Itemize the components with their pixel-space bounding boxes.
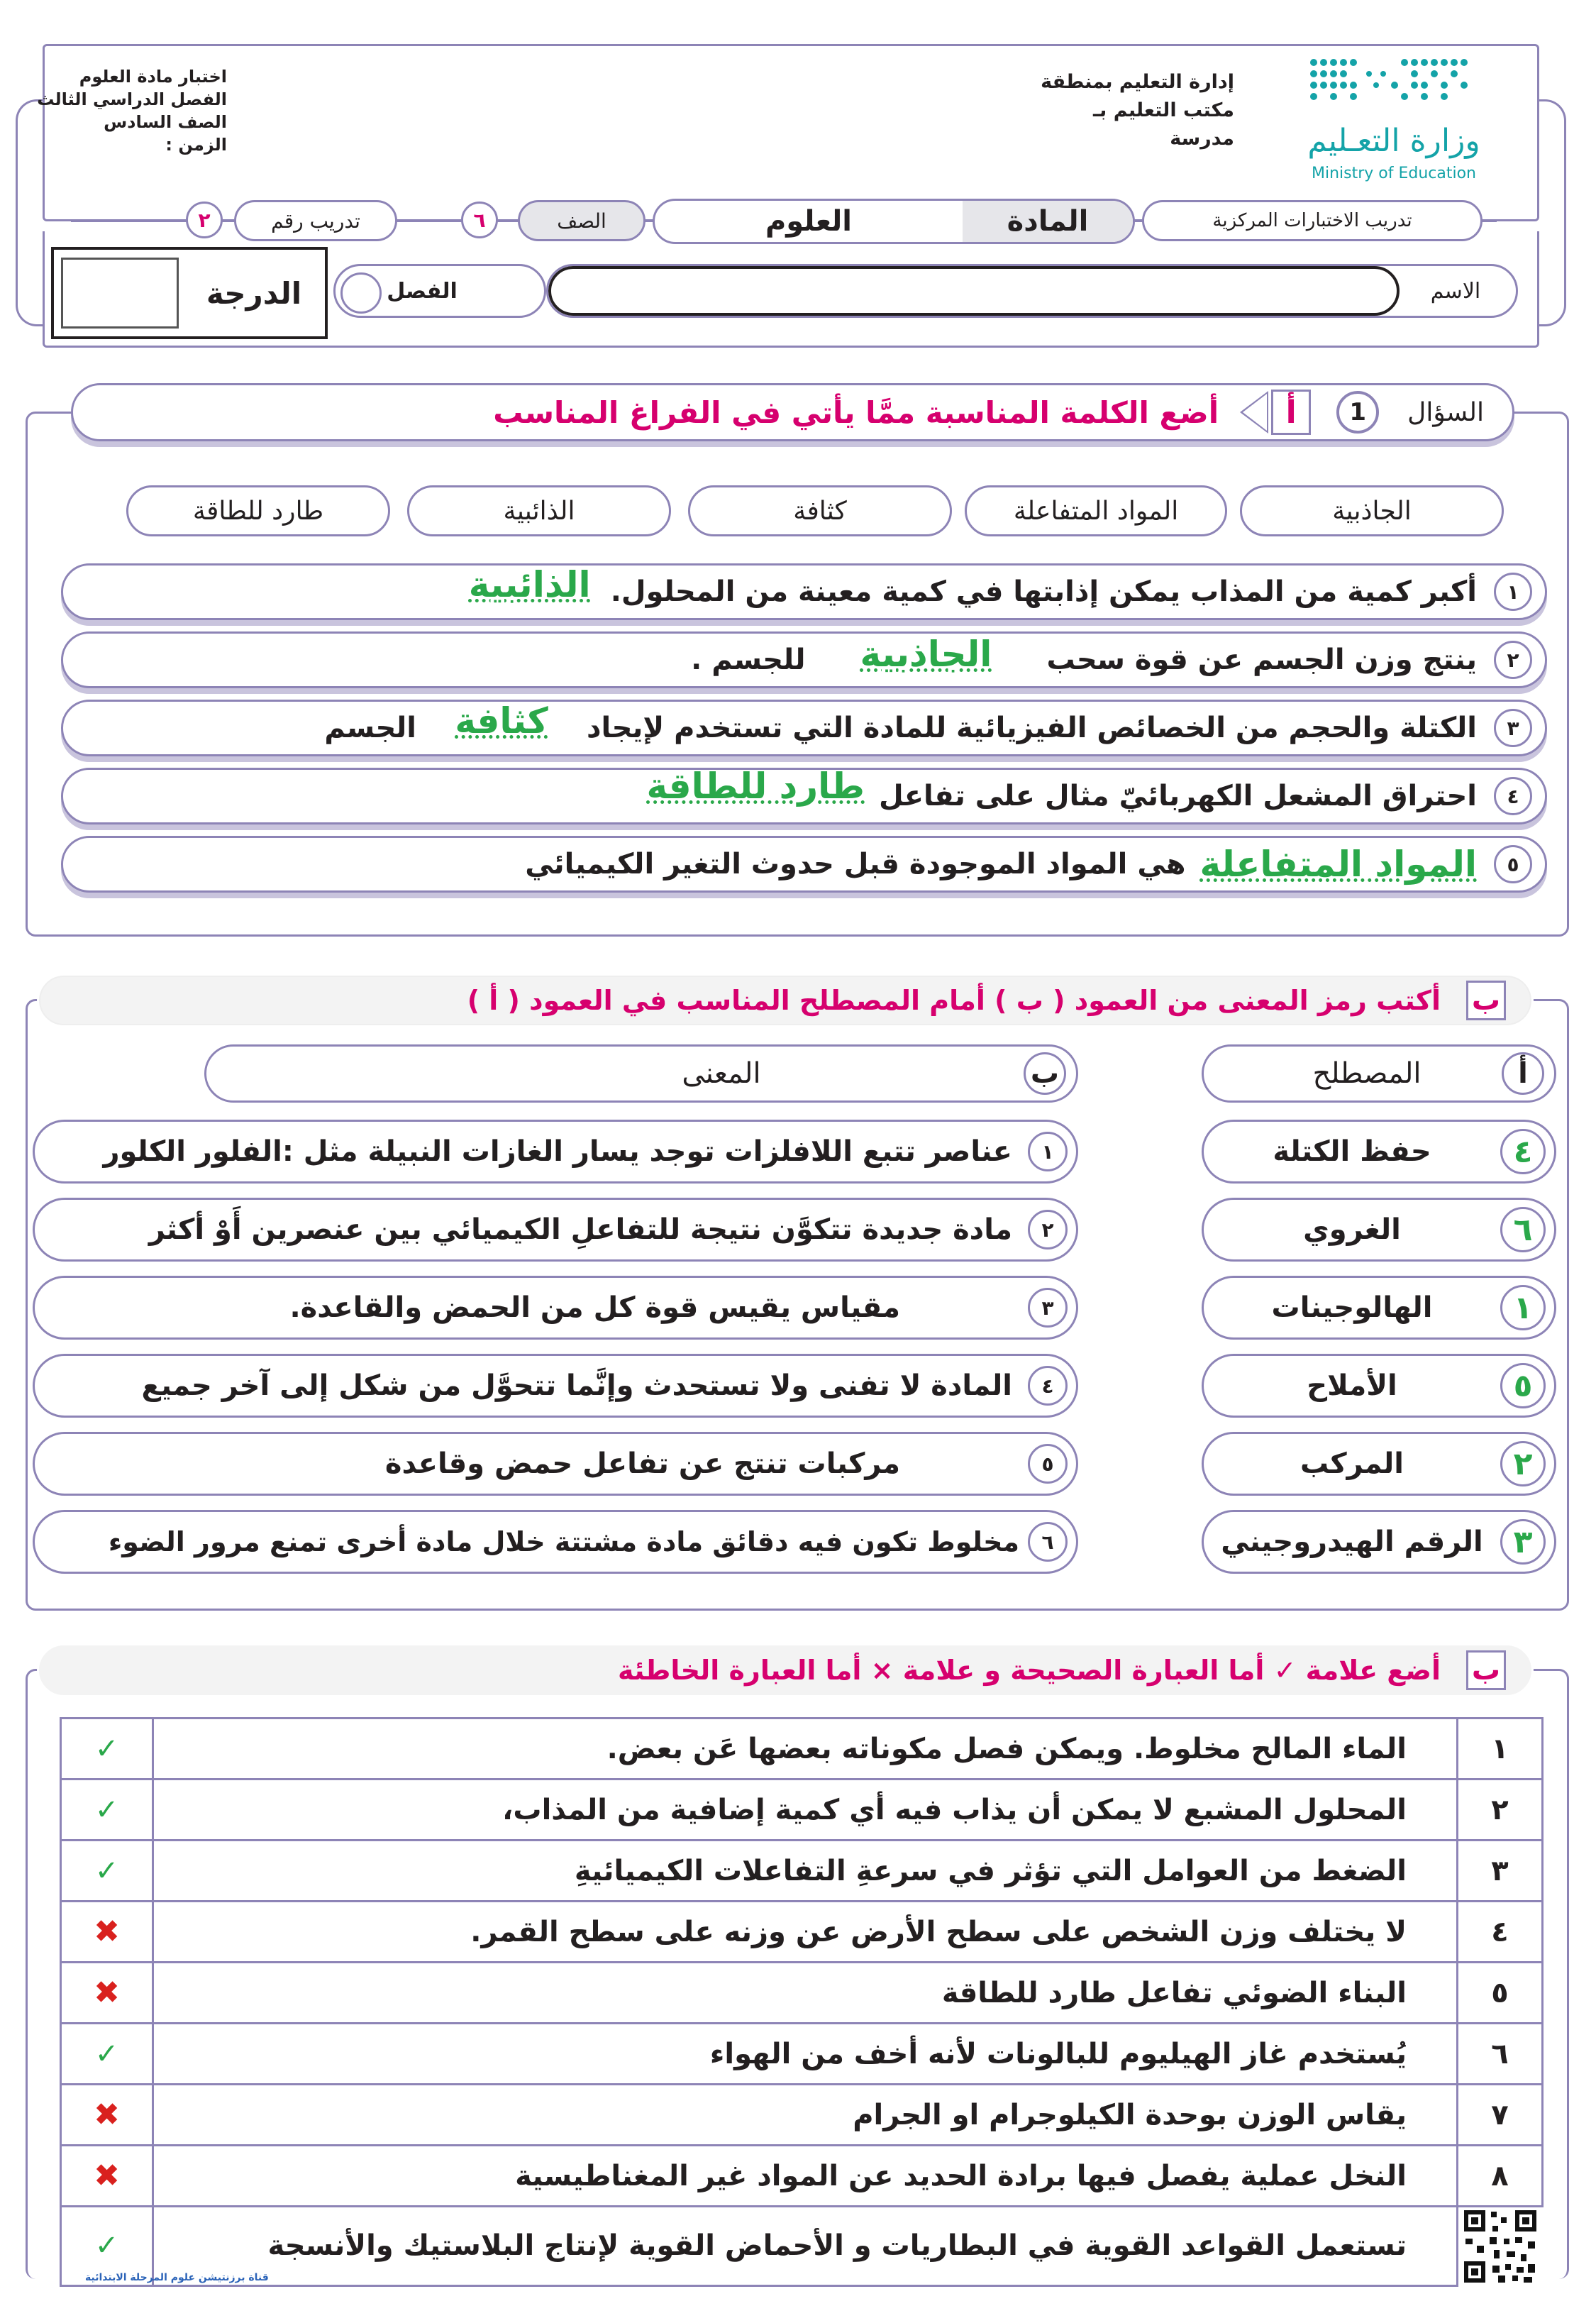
meaning-row-6 xyxy=(33,1510,1078,1574)
ministry-name-ar: وزارة التعـليم xyxy=(1307,123,1480,159)
q1-item-4 xyxy=(61,768,1547,824)
q3-row-9-text: تستعمل القواعد القوية في البطاريات و الأحماض القوية لإنتاج البلاستيك والأنسجة xyxy=(153,2207,1458,2286)
word-bank-4[interactable] xyxy=(407,485,671,536)
q3-row-4-text: لا يختلف وزن الشخص على سطح الأرض عن وزنه على سطح القمر. xyxy=(153,1902,1458,1963)
word-bank-5-label: طارد للطاقة xyxy=(192,496,324,526)
col-b-letter: ب xyxy=(1024,1052,1066,1095)
q1-item-2-num: ٢ xyxy=(1494,641,1532,679)
col-b-label: المعنى xyxy=(682,1057,761,1090)
meaning-row-5 xyxy=(33,1432,1078,1496)
class-field[interactable] xyxy=(340,272,382,314)
region-line-3: مدرسة xyxy=(1170,128,1234,150)
q3-row-3-mark[interactable]: ✓ xyxy=(61,1841,153,1902)
region-line-2: مكتب التعليم بـ xyxy=(1092,99,1234,121)
grade-label: الصف xyxy=(557,209,606,233)
q1-item-4-num: ٤ xyxy=(1494,777,1532,815)
footer-channel: قناة برزنتيشن علوم المرحلة الابتدائية xyxy=(85,2272,269,2283)
q3-row-5-num: ٥ xyxy=(1458,1963,1543,2024)
meaning-2-num: ٢ xyxy=(1028,1210,1068,1249)
header-bracket-right xyxy=(1538,99,1566,326)
term-1-answer[interactable]: ٤ xyxy=(1500,1129,1546,1174)
q1-item-1-text: أكبر كمية من المذاب يمكن إذابتها في كمية معينة من المحلول. xyxy=(610,575,1477,608)
exam-line-2: الفصل الدراسي الثالث xyxy=(37,89,227,109)
q1-item-4-answer[interactable]: طارد للطاقة xyxy=(646,768,865,807)
q3-table xyxy=(60,1717,1544,2287)
name-field[interactable] xyxy=(548,266,1400,316)
q3-row-9-qr xyxy=(1458,2207,1543,2286)
class-label: الفصل xyxy=(387,278,458,304)
q3-row-1-num: ١ xyxy=(1458,1719,1543,1780)
training-value: ٢ xyxy=(186,202,223,238)
exam-line-3: الصف السادس xyxy=(104,112,227,132)
meaning-2-text: مادة جديدة تتكوَّن نتيجة للتفاعلِ الكيميائي بين عنصرين أَوْ أكثر xyxy=(148,1213,1012,1246)
col-a-header xyxy=(1202,1044,1556,1103)
name-pill xyxy=(546,264,1518,318)
table-row xyxy=(61,2024,1543,2085)
meaning-row-4 xyxy=(33,1354,1078,1418)
q3-title-bar xyxy=(37,1643,1534,1697)
q1-title: أضع الكلمة المناسبة ممَّا يأتي في الفراغ المناسب xyxy=(493,395,1219,430)
q3-row-4-num: ٤ xyxy=(1458,1902,1543,1963)
q1-question-label: السؤال xyxy=(1407,397,1484,427)
q1-question-number: 1 xyxy=(1336,391,1379,434)
meaning-row-2 xyxy=(33,1198,1078,1262)
term-row-2 xyxy=(1202,1198,1556,1262)
q1-item-3 xyxy=(61,700,1547,756)
q1-title-bar xyxy=(71,383,1514,441)
q3-row-7-num: ٧ xyxy=(1458,2085,1543,2146)
q1-item-3-after: الجسم xyxy=(324,712,417,744)
table-row xyxy=(61,1841,1543,1902)
q1-item-1-answer[interactable]: الذائبية xyxy=(468,564,591,605)
q1-item-3-before: الكتلة والحجم من الخصائص الفيزيائية للمادة التي تستخدم لإيجاد xyxy=(587,712,1477,744)
meaning-6-text: مخلوط تكون فيه دقائق مادة مشتتة خلال مادة أخرى تمنع مرور الضوء xyxy=(108,1526,1019,1557)
exam-line-4: الزمن : xyxy=(165,135,227,155)
q3-row-4-mark[interactable]: ✖ xyxy=(61,1902,153,1963)
table-row xyxy=(61,2146,1543,2207)
subject-value: العلوم xyxy=(765,205,853,238)
q3-row-2-num: ٢ xyxy=(1458,1780,1543,1841)
q3-row-2-mark[interactable]: ✓ xyxy=(61,1780,153,1841)
grade-value: ٦ xyxy=(461,202,498,238)
score-label: الدرجة xyxy=(206,275,302,311)
q2-part-letter: ب xyxy=(1466,981,1506,1020)
meaning-row-1 xyxy=(33,1120,1078,1184)
q1-item-5 xyxy=(61,836,1547,893)
term-2-label: الغروي xyxy=(1303,1213,1401,1246)
q1-item-1-num: ١ xyxy=(1494,573,1532,611)
table-row xyxy=(61,1963,1543,2024)
score-field[interactable] xyxy=(61,258,179,329)
term-2-answer[interactable]: ٦ xyxy=(1500,1207,1546,1252)
q1-item-5-answer[interactable]: المواد المتفاعلة xyxy=(1199,844,1477,885)
term-1-label: حفظ الكتلة xyxy=(1273,1135,1431,1168)
term-6-answer[interactable]: ٣ xyxy=(1500,1519,1546,1565)
term-3-answer[interactable]: ١ xyxy=(1500,1285,1546,1330)
q3-row-8-num: ٨ xyxy=(1458,2146,1543,2207)
q1-item-1 xyxy=(61,563,1547,620)
word-bank-2[interactable] xyxy=(965,485,1227,536)
logo-dots-icon xyxy=(1305,54,1483,111)
q1-item-3-num: ٣ xyxy=(1494,709,1532,747)
term-row-6 xyxy=(1202,1510,1556,1574)
word-bank-5[interactable] xyxy=(126,485,390,536)
table-row xyxy=(61,1719,1543,1780)
meaning-3-text: مقياس يقيس قوة كل من الحمض والقاعدة. xyxy=(289,1291,900,1324)
q3-row-9-mark[interactable]: ✓ xyxy=(61,2207,153,2286)
term-5-label: المركب xyxy=(1299,1447,1404,1480)
name-label: الاسم xyxy=(1430,278,1481,304)
col-b-header xyxy=(204,1044,1078,1103)
q3-row-8-text: النخل عملية يفصل فيها برادة الحديد عن المواد غير المغناطيسية xyxy=(153,2146,1458,2207)
term-row-1 xyxy=(1202,1120,1556,1184)
ministry-name-en: Ministry of Education xyxy=(1311,165,1477,182)
term-4-label: الأملاح xyxy=(1307,1369,1397,1402)
q1-item-2-answer[interactable]: الجاذبية xyxy=(860,634,992,675)
term-row-5 xyxy=(1202,1432,1556,1496)
q3-row-1-mark[interactable]: ✓ xyxy=(61,1719,153,1780)
word-bank-4-label: الذائبية xyxy=(503,496,575,526)
exam-line-1: اختبار مادة العلوم xyxy=(79,67,227,87)
q3-title: أضع علامة ✓ أما العبارة الصحيحة و علامة × أما العبارة الخاطئة xyxy=(618,1655,1441,1686)
q3-row-3-text: الضغط من العوامل التي تؤثر في سرعةِ التفاعلات الكيميائيةِ xyxy=(153,1841,1458,1902)
subject-label: المادة xyxy=(963,201,1133,242)
word-bank-1-label: الجاذبية xyxy=(1332,496,1412,526)
meaning-1-text: عناصر تتبع اللافلزات توجد يسار الغازات النبيلة مثل :الفلور الكلور xyxy=(103,1135,1012,1168)
meaning-4-num: ٤ xyxy=(1028,1366,1068,1406)
word-bank-1[interactable] xyxy=(1240,485,1504,536)
qr-code-icon xyxy=(1461,2207,1539,2285)
training-label: تدريب رقم xyxy=(271,209,360,233)
score-box xyxy=(51,247,328,339)
word-bank-3-label: كثافة xyxy=(793,496,847,526)
q1-item-2-before: ينتج وزن الجسم عن قوة سحب xyxy=(1046,644,1477,676)
col-a-letter: أ xyxy=(1502,1052,1544,1095)
table-row xyxy=(61,1902,1543,1963)
term-6-label: الرقم الهيدروجيني xyxy=(1221,1526,1483,1558)
meaning-6-num: ٦ xyxy=(1028,1522,1068,1562)
word-bank-2-label: المواد المتفاعلة xyxy=(1013,496,1179,526)
exam-info-block xyxy=(28,65,227,156)
q3-row-3-num: ٣ xyxy=(1458,1841,1543,1902)
q3-row-6-mark[interactable]: ✓ xyxy=(61,2024,153,2085)
q2-title-bar xyxy=(37,973,1534,1027)
q3-row-5-text: البناء الضوئي تفاعل طارد للطاقة xyxy=(153,1963,1458,2024)
region-line-1: إدارة التعليم بمنطقة xyxy=(1041,71,1234,93)
table-row xyxy=(61,2085,1543,2146)
term-3-label: الهالوجينات xyxy=(1271,1291,1433,1324)
q2-title: أكتب رمز المعنى من العمود ( ب ) أمام المصطلح المناسب في العمود ( أ ) xyxy=(467,985,1441,1016)
q3-row-7-text: يقاس الوزن بوحدة الكيلوجرام او الجرام xyxy=(153,2085,1458,2146)
term-5-answer[interactable]: ٢ xyxy=(1500,1441,1546,1486)
q3-row-6-text: يُستخدم غاز الهيليوم للبالونات لأنه أخف من الهواء xyxy=(153,2024,1458,2085)
term-row-4 xyxy=(1202,1354,1556,1418)
q3-row-7-mark[interactable]: ✖ xyxy=(61,2085,153,2146)
meaning-5-text: مركبات تنتج عن تفاعل حمض وقاعدة xyxy=(384,1447,900,1480)
word-bank-3[interactable] xyxy=(688,485,952,536)
q3-row-8-mark[interactable]: ✖ xyxy=(61,2146,153,2207)
q3-row-2-text: المحلول المشبع لا يمكن أن يذاب فيه أي كمية إضافية من المذاب، xyxy=(153,1780,1458,1841)
meaning-5-num: ٥ xyxy=(1028,1444,1068,1484)
q3-row-1-text: الماء المالح مخلوط. ويمكن فصل مكوناته بعضها عَن بعض. xyxy=(153,1719,1458,1780)
q3-row-5-mark[interactable]: ✖ xyxy=(61,1963,153,2024)
q1-item-2-after: للجسم . xyxy=(691,644,806,676)
q3-part-letter: ب xyxy=(1466,1650,1506,1690)
q1-part-letter: أ xyxy=(1271,390,1311,435)
q3-row-6-num: ٦ xyxy=(1458,2024,1543,2085)
q1-item-2 xyxy=(61,631,1547,688)
term-row-3 xyxy=(1202,1276,1556,1340)
q1-arrow-icon xyxy=(1240,391,1268,434)
meaning-row-3 xyxy=(33,1276,1078,1340)
col-a-label: المصطلح xyxy=(1312,1057,1422,1090)
meaning-1-num: ١ xyxy=(1028,1132,1068,1171)
q1-item-3-answer[interactable]: كثافة xyxy=(455,700,548,741)
q1-item-4-before: احتراق المشعل الكهربائيّ مثال على تفاعل xyxy=(879,780,1477,812)
program-label: تدريب الاختبارات المركزية xyxy=(1212,210,1412,231)
meaning-3-num: ٣ xyxy=(1028,1288,1068,1328)
term-4-answer[interactable]: ٥ xyxy=(1500,1363,1546,1408)
ministry-logo xyxy=(1305,54,1483,189)
q1-item-5-num: ٥ xyxy=(1494,845,1532,883)
table-row xyxy=(61,1780,1543,1841)
q1-item-5-after: هي المواد الموجودة قبل حدوث التغير الكيميائي xyxy=(525,848,1186,881)
meaning-4-text: المادة لا تفنى ولا تستحدث وإنَّما تتحوَّل من شكل إلى آخر جميع xyxy=(141,1369,1012,1402)
region-block xyxy=(993,68,1234,153)
